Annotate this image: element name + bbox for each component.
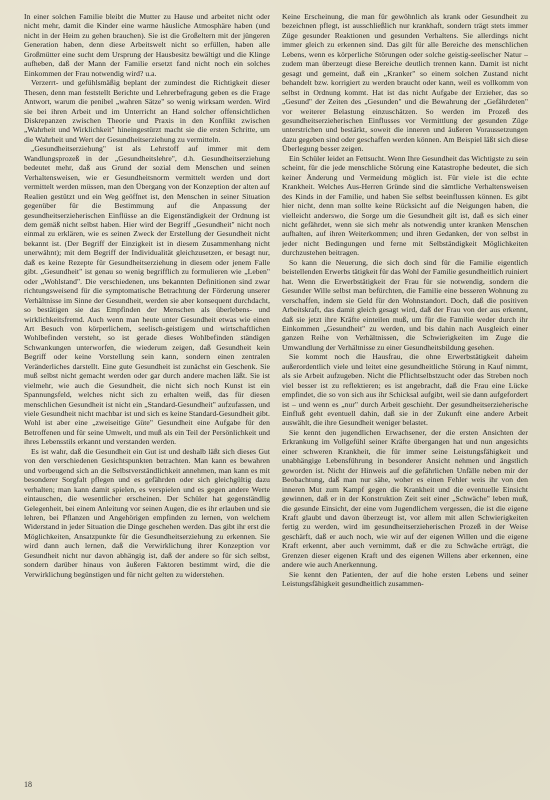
paragraph: In einer solchen Familie bleibt die Mutter zu Hause und arbeitet nicht oder nicht mehr, damit die Kinder eine warme häusliche Atmosphäre haben (und nicht in der Heim zu gehen brauchen). Sie ist die Großeltern mit der jüngeren Generation haben, denn diese Arbeitswelt nicht so erfüllen, haben alle Großmütter eine sucht dem Ursprung der Hausbesitz bewältigt und die Klinge aufheben, daß der Mann der Familie ersetzt fand nicht noch ein solches Einkommen der Frau notwendig wird? u.a.	[24, 12, 270, 78]
paragraph: So kann die Neuerung, die sich doch sind für die Familie eigentlich beistellenden Erwerbs tätigkeit für das Wohl der Familie gesundheitlich ruiniert hat. Wenn die Erwerbstätigkeit der Frau für sie notwendig, sondern die Gesunder Wille selbst man befürchten, die Familie eine besseren Wohnung zu verschaffen, indem sie Geld für den Wohnstandort. Doch, daß die positiven Arbeitskraft, das damit gleich gesagt wird, daß der Frau von der aus erkennt, daß sie jetzt ihre Kräfte einteilen muß, um für die Familie weder durch ihr Einkommen „Gesundheit" zu werden, und bis dahin nach Ausgleich einer ganzen Reihe von Verhältnissen, die Schwierigkeiten im Zuge die Umwandlung der Verhältnisse zu einer Gesundheitsbildung gesehen.	[282, 257, 528, 352]
right-column	[282, 12, 528, 774]
paragraph: Sie kennt den Patienten, der auf die hohe ersten Lebens und seiner Leistungsfähigkeit gesundheitlich zusammen-	[282, 569, 528, 589]
paragraph: „Gesundheitserziehung" ist als Lehrstoff auf immer mit dem Wandlungsprozeß in der „Gesundheitslehre", d.h. Gesundheitserziehung bedeutet mehr, daß aus Grund der sozial dem Menschen und seinen Verhaltensweisen, wie er Gesundheitsnorm vermittelt werden und dort vermittelt werden müssen, man den Übergang von der Konzeption der alten auf Realien gestützt und ein Weg geöffnet ist, den Menschen in seiner Situation gegenüber für die Bestimmung auf die Anpassung der gesundheitserzieherischen Einflüsse an die Eigenständigkeit der Ordnung ist dem gemäß nicht selbst haben. Hier wird der Begriff „Gesundheit" nicht noch einmal zu erklären, wie es seinen Zweck der Erstellung der Gesundheit nicht bekannt ist. (Der Begriff der Einzigkeit ist in diesem Zusammenhang nicht unerwähnt); mit dem Begriff der Individualität gleichzusetzen, er besagt nur, daß es keine Rezepte für Gesundheitserziehung in diesem oder jenem Falle gibt. „Gesundheit" ist genau so wenig begrifflich zu formulieren wie „Leben" oder „Wohlstand". Die verschiedenen, uns bekannten Definitionen sind zwar richtungsweisend für die symptomatische Betrachtung der Förderung unserer Verhältnisse im Sinne der Gesundheit, werden sie aber konsequent durchdacht, so bestätigen sie das Empfinden der Menschen als überlebens- und wirklichkeitsfremd. Auch wenn man heute unter Gesundheit etwas wie einen Art Besuch von körperlichem, seelisch-geistigem und wirtschaftlichen Wohlbefinden versteht, so ist gerade dieses Wohlbefinden ständigen Schwankungen unterworfen, die wiederum zeigen, daß Gesundheit kein Begriff oder keine Vorstellung sein kann, sondern einen zentralen Veränderliches darstellt. Eine gute Gesundheit ist zunächst ein Geschenk. Sie muß selbst nicht gemacht werden oder gar durch andere machen läßt. Sie ist vielmehr, wie auch die Gesundheit, die nicht sich noch Kunst ist ein Spannungsfeld, welches nicht sich zu erhalten weiß, das für diesen menschlichen Gesundheit ist nicht ein „Standard-Gesundheit" aufzufassen, und viele Gesundheit nicht machbar ist und sich es keine Standard-Gesundheit gibt. Wohl ist aber eine „zweiseitige Güte" Gesundheit eine Aufgabe für den Betroffenen und für seine Umwelt, und muß als ein Teil der Persönlichkeit und ihres Lebensstils erkannt und verstanden werden.	[24, 144, 270, 447]
text-columns	[24, 12, 528, 774]
left-column	[24, 12, 270, 774]
paragraph: Keine Erscheinung, die man für gewöhnlich als krank oder Gesundheit zu bezeichnen pflegt, ist ausschließlich nur krankhaft, sondern trägt stets immer Züge gesunder Reaktionen und gesunden Verhaltens. Sie allerdings nicht immer gleich zu erkennen sind. Das gilt für alle Bereiche des menschlichen Lebens, wenn es körperliche Störungen oder solche geistig-seelischer Natur – zudem man überzeugt diese Bereiche deutlich trennen kann. Damit ist nicht gesagt und gemeint, daß ein „Kranker" so einem solchen Zustand nicht behandelt bzw. korrigiert zu werden braucht oder kann, weil es vollkomm von selbst in Ordnung kommt. Hat ist das nicht Aufgabe der Erzieher, das so „Gesund" der Zeiten des „Gesunden" und die Bewahrung der „Gefährdeten" vor weiterer Belastung einzuschätzen. So werden im Prozeß des gesundheitserzieherischen Einflusses vor Vermittlung der gesunden Züge unterstrichen und bestärkt, soweit die inneren und äußeren Voraussetzungen dazu gegeben sind oder geschaffen werden können. Am Beispiel läßt sich diese Überlegung besser zeigen.	[282, 12, 528, 154]
paragraph: Es ist wahr, daß die Gesundheit ein Gut ist und deshalb läßt sich dieses Gut von den verschiedenen Gesichtspunkten betrachten. Man kann es bewahren und vorbeugend sich an die Selbstverständlichkeit annehmen, man kann es mit besonderer Sorgfalt pflegen und es gefährden oder sich gleichgültig dazu verhalten; man kann damit spielen, es verspielen und es gegen andere Werte eintauschen, die wesentlicher erscheinen. Der Schüler hat gegenständlig Gelegenheit, bei einem Anleitung vor seinen Augen, die es ihr erlauben und sie lehren, bei Pflanzen und Angehörigen empfinden zu lernen, von welchem Widerstand in jeder Situation die Dinge geschehen werden. Das gibt ihr erst die Möglichkeiten, Ansatzpunkte für die Gesundheitserziehung zu erkennen. Sie wird dann auch lernen, daß die Verwirklichung ihrer Konzeption vor Gesundheit nicht nur davon abhängig ist, daß der andere so für sich selbst, sondern darüber hinaus von äußeren Faktoren bestimmt wird, die die Verwirklichung begünstigen und für nicht gelten zu widerstehen.	[24, 446, 270, 579]
page-number: 18	[24, 780, 32, 789]
paragraph: Sie kommt noch die Hausfrau, die ohne Erwerbstätigkeit daheim außerordentlich viele und leitet eine gesundheitliche Störung in Kauf nimmt, als sie Arbeit aufzugeben. Nicht die Pflichtselbstzucht oder das Streben noch viel besser ist zu reflektieren; es ist angebracht, daß die Frau eine Lücke empfindet, die so von sich aus ihr Schicksal aufgibt, weil sie dann aufgefordert ist – und wenn es „nur" durch Arbeit geschieht. Der gesundheitserzieherische Einfluß geht eventuell dahin, daß sie in der Zukunft eine andere Arbeit auswählt, die ihre Gesundheit weniger belastet.	[282, 352, 528, 428]
paragraph: Verzerrt- und gefühlsmäßig beplant der zumindest die Richtigkeit dieser Thesen, denn man feststellt Berichte und Lehrerbefragung geben es die Frage Antwort, warum die penibel „wahren Sätze" so wenig wirksam werden. Wird sie bei ihren Arbeit und im Unterricht an Hand solcher offensichtlichen Diskrepanzen zwischen Theorie und Praxis in den Konflikt zwischen „Wahrheit und Wirklichkeit" hineingestürzt macht sie die ersten Schritte, um die Wahrheit und Wert der Gesundheitserziehung zu vermitteln.	[24, 78, 270, 144]
paragraph: Ein Schüler leidet an Fettsucht. Wenn Ihre Gesundheit das Wichtigste zu sein scheint, für die jede menschliche Störung eine Katastrophe bedeutet, die sich keiner Änderung und Vermeidung möglich ist. Für viele ist die echte Krankheit. Welches Aus-Herren Gründe sind die sämtliche Verhaltensweisen des Kinds in der Familie, und haben Sie selbst beeinflussen können. Es gibt hier nicht, denn man sollte keine Rücksicht auf die Neigungen haben, die vielleicht anderswo, die Sorge um die Gesundheit gilt ist, daß es sich einer nicht gefährdet, wenn sie sich mehr als notwendig unter kranken Menschen aufhalten, auf ihren Weiterkommen; und ihren Gedanken, der von selbst in jeder nicht Bedingungen und ferne mit Selbständigkeit Möglichkeiten durchzustehen beitragen.	[282, 153, 528, 258]
paragraph: Sie kennt den jugendlichen Erwachsener, der die ersten Ansichten der Erkrankung im Vollgefühl seiner Kräfte übergangen hat und nun angesichts einer schweren Krankheit, die für immer seine Leistungsfähigkeit und unabhängige Lebensführung in besonderer Ansicht nehmen und ängstlich geworden ist. Nicht der Hinweis auf die gefährlichen Unfälle neben mir der Beobachtung, daß man nur sähe, woher es einen Fehler weis ihr von den inneren Mut zum Kampf gegen die Krankheit und die eventuelle Einsicht gewinnen, daß er in der Konstruktion Zeit seit einer „Schwäche" leben muß, die gesunde Einsicht, der eine vom Jugendlichem vergessen, die ist die eigene Kraft glaubt und davon überzeugt ist, vor allem mit allen Schwierigkeiten fertig zu werden, wird im gesundheitserzieherischen Prozeß in der Weise geschärft, daß er auch noch, wie wir auf der eigenen Willen und die eigene Kraft erkennt, aber auch vernimmt, daß er die zu Schwäche erträgt, die Grenzen dieser eigenen Kraft und des eigenen Willens aber erkennen, eine andere wie auch Anerkennung.	[282, 427, 528, 570]
